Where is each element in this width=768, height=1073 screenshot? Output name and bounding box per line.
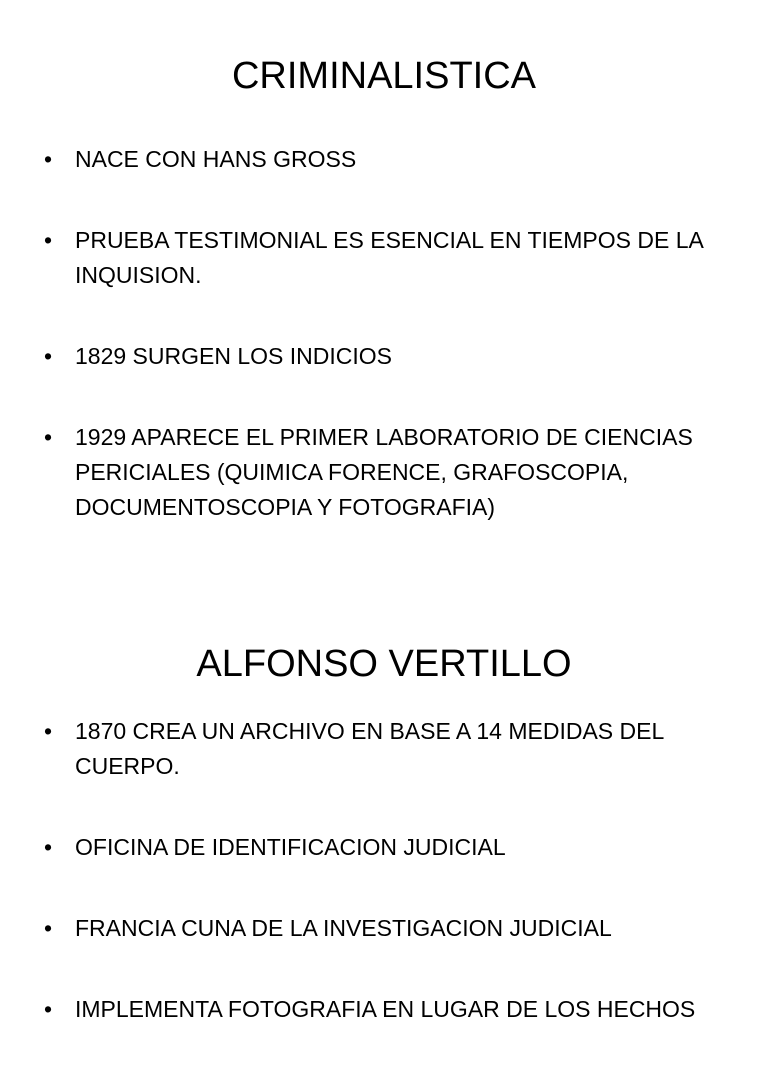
bullet-icon: • xyxy=(44,996,53,1022)
bullet-text: 1929 APARECE EL PRIMER LABORATORIO DE CIENCIAS PERICIALES (QUIMICA FORENCE, GRAFOSCOPIA, DOCUMENTOSCOPIA Y FOTOGRAFIA) xyxy=(75,424,693,520)
bullet-icon: • xyxy=(44,343,53,369)
bullet-item xyxy=(44,142,734,177)
bullet-item xyxy=(44,420,734,525)
bullet-item xyxy=(44,339,734,374)
bullet-icon: • xyxy=(44,146,53,172)
slide-alfonso-vertillo xyxy=(0,590,768,1024)
bullet-text: FRANCIA CUNA DE LA INVESTIGACION JUDICIAL xyxy=(75,915,612,941)
bullet-text: PRUEBA TESTIMONIAL ES ESENCIAL EN TIEMPOS DE LA INQUISION. xyxy=(75,227,703,288)
bullet-icon: • xyxy=(44,718,53,744)
bullet-icon: • xyxy=(44,424,53,450)
bullet-icon: • xyxy=(44,915,53,941)
slide-title: CRIMINALISTICA xyxy=(231,55,537,97)
bullet-item xyxy=(44,911,734,946)
bullet-list xyxy=(44,142,734,571)
bullet-text: 1870 CREA UN ARCHIVO EN BASE A 14 MEDIDAS DEL CUERPO. xyxy=(75,718,664,779)
bullet-icon: • xyxy=(44,227,53,253)
bullet-list xyxy=(44,714,734,1073)
bullet-text: IMPLEMENTA FOTOGRAFIA EN LUGAR DE LOS HECHOS xyxy=(75,996,696,1022)
slide-title: ALFONSO VERTILLO xyxy=(196,643,572,685)
bullet-text: 1829 SURGEN LOS INDICIOS xyxy=(75,343,392,369)
bullet-item xyxy=(44,714,734,784)
bullet-item xyxy=(44,992,734,1027)
bullet-text: NACE CON HANS GROSS xyxy=(75,146,357,172)
bullet-item xyxy=(44,830,734,865)
bullet-icon: • xyxy=(44,834,53,860)
bullet-text: OFICINA DE IDENTIFICACION JUDICIAL xyxy=(75,834,506,860)
bullet-item xyxy=(44,223,734,293)
